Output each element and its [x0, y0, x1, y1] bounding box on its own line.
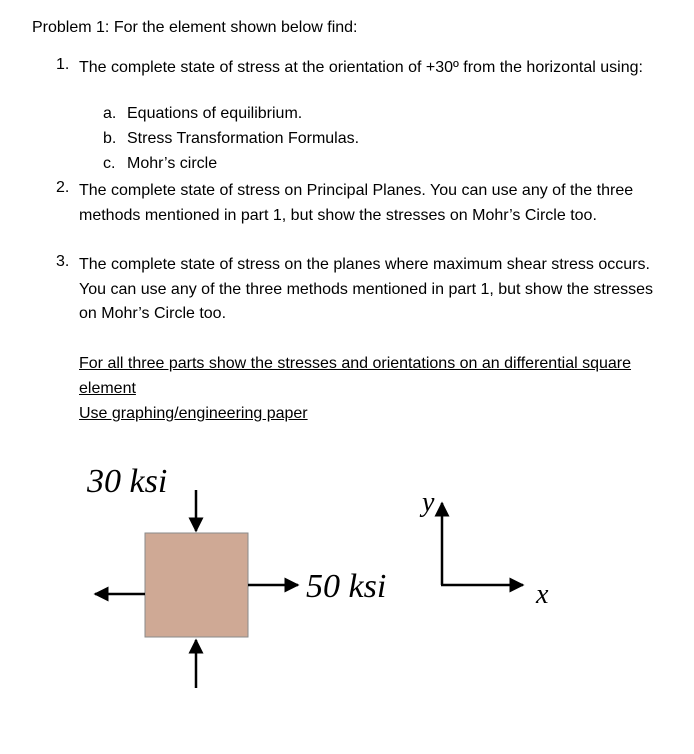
item-text: The complete state of stress on the planes where maximum shear stress occurs. You can use any of the three methods mentioned in part 1, but show the stresses on Mohr’s Circle too.: [79, 256, 653, 322]
problem-title: Problem 1: For the element shown below find:: [32, 19, 358, 36]
subitem-number: a.: [103, 105, 117, 122]
note-line-2: Use graphing/engineering paper: [79, 405, 308, 422]
subitem-text: Mohr’s circle: [127, 155, 218, 172]
subitem-number: c.: [103, 155, 116, 172]
subitem-text: Stress Transformation Formulas.: [127, 130, 360, 147]
item-text: The complete state of stress at the orientation of +30º from the horizontal using:: [79, 59, 643, 76]
stress-element-square: [145, 533, 248, 637]
subitem-number: b.: [103, 130, 117, 147]
horizontal-stress-label: 50 ksi: [306, 568, 387, 605]
y-axis-label: y: [422, 487, 435, 518]
item-text: The complete state of stress on Principal Planes. You can use any of the three methods mentioned in part 1, but show the stresses on Mohr’s Circle too.: [79, 182, 634, 224]
note-line-1: For all three parts show the stresses and orientations on an differential square element: [79, 355, 632, 397]
item-number: 1.: [56, 56, 70, 73]
item-number: 3.: [56, 253, 70, 270]
subitem-text: Equations of equilibrium.: [127, 105, 303, 122]
vertical-stress-label: 30 ksi: [87, 463, 168, 500]
item-number: 2.: [56, 179, 70, 196]
x-axis-label: x: [536, 579, 549, 610]
